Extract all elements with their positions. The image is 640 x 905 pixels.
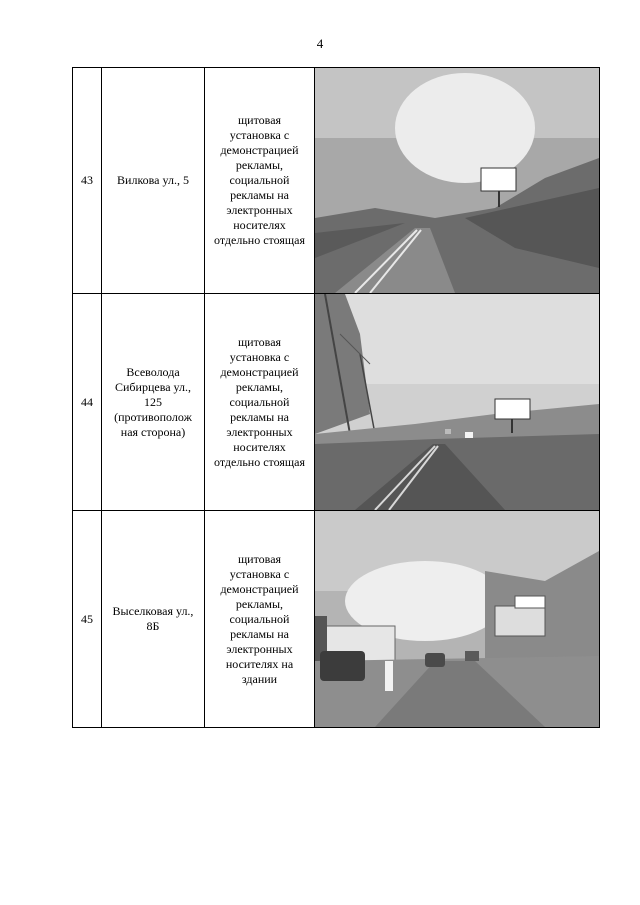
type-line: установка с [229, 128, 290, 142]
type-line: рекламы, [235, 596, 284, 611]
page-number: 4 [316, 36, 324, 51]
type-line: демонстрацией [220, 143, 299, 157]
row-number: 45 [73, 511, 102, 728]
type-line: рекламы, [235, 158, 284, 172]
type-line: социальной [229, 394, 290, 409]
type-line: демонстрацией [220, 364, 299, 379]
type-line: рекламы на [230, 188, 289, 202]
billboard-photo-street [315, 294, 600, 511]
type-line: рекламы на [230, 409, 289, 424]
row-number: 44 [73, 294, 102, 511]
row-number: 43 [73, 68, 102, 294]
billboard-photo-roadside [315, 68, 600, 294]
table-row [73, 511, 600, 728]
address-cell [102, 68, 205, 294]
type-line: электронных [226, 424, 293, 439]
address-line: Выселковая ул., [112, 604, 194, 618]
type-line: щитовая [237, 334, 282, 349]
type-cell [205, 68, 315, 294]
type-line: носителях [233, 439, 286, 454]
address-line: Всеволода [126, 364, 180, 379]
type-line: носителях [233, 218, 286, 232]
address-cell [102, 511, 205, 728]
type-line: здании [241, 671, 278, 686]
type-line: установка с [229, 349, 290, 364]
address-line: 125 [144, 394, 162, 409]
type-line: носителях на [225, 656, 294, 671]
type-cell [205, 294, 315, 511]
address-cell [102, 294, 205, 511]
type-line: щитовая [237, 113, 282, 127]
address-line: Вилкова ул., 5 [117, 173, 189, 187]
address-line: (противополож [114, 409, 192, 424]
type-line: установка с [229, 566, 290, 581]
type-cell [205, 511, 315, 728]
type-line: социальной [229, 611, 290, 626]
type-line: рекламы, [235, 379, 284, 394]
type-line: рекламы на [230, 626, 289, 641]
address-line: 8Б [146, 619, 160, 633]
address-line: ная сторона) [120, 424, 186, 439]
advertising-sites-table [72, 67, 600, 728]
type-line: щитовая [237, 551, 282, 566]
type-line: отдельно стоящая [213, 233, 306, 247]
table-row [73, 68, 600, 294]
type-line: электронных [226, 641, 293, 656]
type-line: электронных [226, 203, 293, 217]
type-line: социальной [229, 173, 290, 187]
table-row [73, 294, 600, 511]
type-line: отдельно стоящая [213, 454, 306, 469]
address-line: Сибирцева ул., [115, 379, 191, 394]
type-line: демонстрацией [220, 581, 299, 596]
billboard-photo-building [315, 511, 600, 728]
